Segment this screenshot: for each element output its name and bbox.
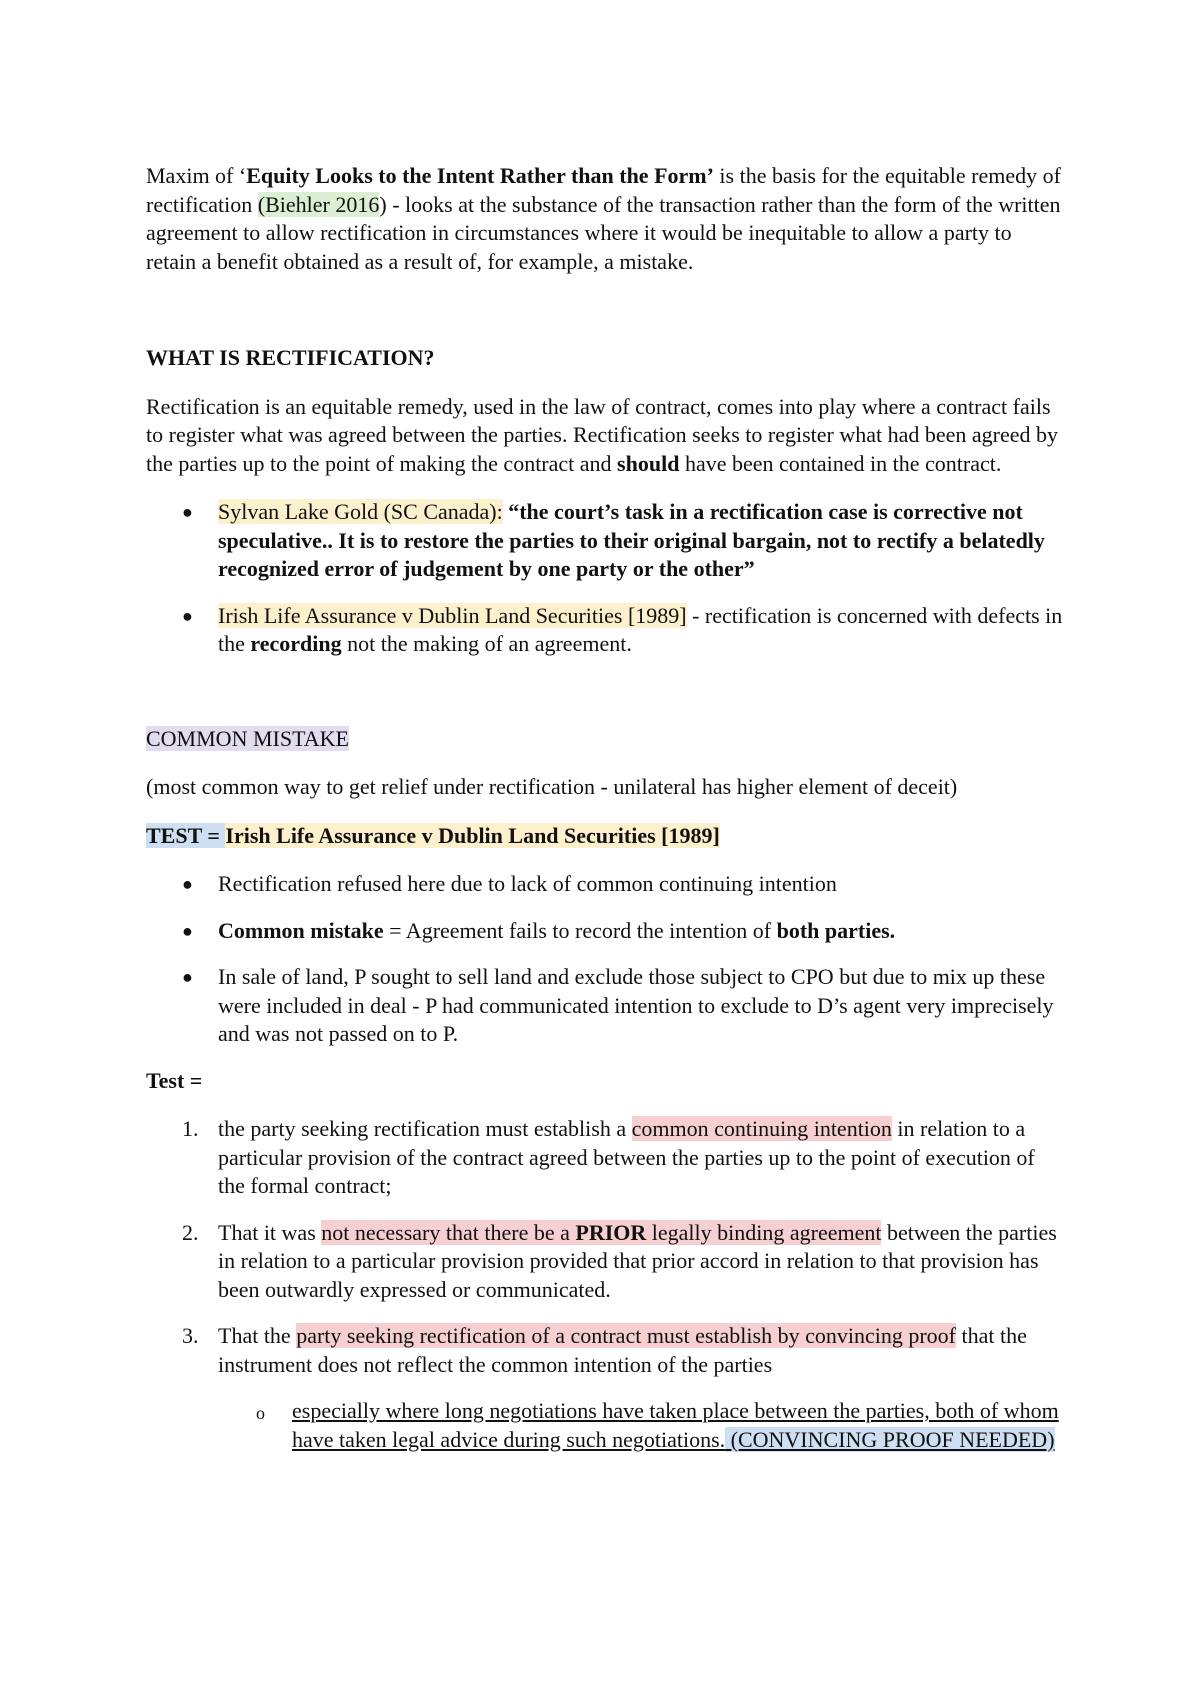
bullet2-post: not the making of an agreement. xyxy=(341,631,632,656)
bullet-icon: ● xyxy=(182,502,193,522)
intro-pre: Maxim of ‘ xyxy=(146,163,247,188)
list-item xyxy=(146,963,1066,1049)
item-pre: the party seeking rectification must establish a xyxy=(218,1116,632,1141)
bullet-text: In sale of land, P sought to sell land and exclude those subject to CPO but due to mix up these were included in deal - P had communicated intention to exclude to D’s agent very imprecisely and was not passed on to P. xyxy=(218,964,1054,1046)
item-highlight xyxy=(321,1220,881,1245)
test-label: TEST = xyxy=(146,822,226,848)
item-highlight: party seeking rectification of a contract must establish by convincing proof xyxy=(296,1323,956,1348)
common-mistake-bullets xyxy=(146,870,1066,1049)
highlight-part-b: legally binding agreement xyxy=(646,1219,882,1245)
citation-biehler: (Biehler 2016 xyxy=(257,191,380,217)
sub-list xyxy=(146,1397,1066,1454)
list-item xyxy=(146,498,1066,584)
item-highlight: common continuing intention xyxy=(631,1116,892,1141)
para-bold: should xyxy=(617,450,680,476)
bullet2-bold: recording xyxy=(250,631,342,656)
sub-item-text: especially where long negotiations have taken place between the parties, both of whom have taken legal advice during such negotiations. xyxy=(292,1398,1059,1452)
intro-post: ) - looks at the substance of the transaction rather than the form of the written agreement to allow rectification in circumstances where it would be inequitable to allow a party to retain a benefit obtained as a result of, for example, a mistake. xyxy=(146,191,1061,274)
number-marker: 2. xyxy=(182,1219,199,1245)
bullet2-pre: - rectification is concerned with defects in the xyxy=(218,602,1063,656)
sub-item-highlight: (CONVINCING PROOF NEEDED) xyxy=(725,1426,1055,1452)
bullet-icon: ● xyxy=(182,874,193,894)
common-mistake-note: (most common way to get relief under rectification - unilateral has higher element of deceit) xyxy=(146,774,958,799)
heading-text: COMMON MISTAKE xyxy=(146,725,349,751)
section-heading-common-mistake xyxy=(146,725,1066,754)
bullet-bold: Common mistake xyxy=(218,917,384,943)
test-heading xyxy=(146,1067,1066,1096)
para-post: have been contained in the contract. xyxy=(679,450,1002,476)
heading-text: WHAT IS RECTIFICATION? xyxy=(146,345,435,370)
item-post: that the instrument does not reflect the common intention of the parties xyxy=(218,1323,1027,1377)
list-item xyxy=(146,602,1066,659)
section-heading-rectification xyxy=(146,344,1066,373)
test-line xyxy=(146,822,1066,851)
list-item xyxy=(146,917,1066,946)
highlight-part-a: not necessary that there be a xyxy=(321,1219,576,1245)
maxim-name: Equity Looks to the Intent Rather than the Form’ xyxy=(246,163,714,188)
list-item xyxy=(146,1219,1066,1305)
intro-paragraph xyxy=(146,162,1066,276)
item-post: between the parties in relation to a particular provision provided that prior accord in relation to that provision has been outwardly expressed or communicated. xyxy=(218,1219,1057,1302)
number-marker: 3. xyxy=(182,1323,199,1348)
bullet-icon: ● xyxy=(182,605,193,626)
bullet-icon: ● xyxy=(182,967,193,987)
list-item xyxy=(146,1115,1066,1201)
para-pre: Rectification is an equitable remedy, used in the law of contract, comes into play where a contract fails to register what was agreed between the parties. Rectification seeks to register what had been agreed by the parties up to the point of making the contract and xyxy=(146,393,1059,476)
test-numbered-list xyxy=(146,1115,1066,1379)
bullet-text: Rectification refused here due to lack of common continuing intention xyxy=(218,871,837,896)
list-item xyxy=(146,870,1066,899)
item-post: in relation to a particular provision of the contract agreed between the parties up to the point of execution of the formal contract; xyxy=(218,1116,1035,1198)
item-pre: That it was xyxy=(218,1219,322,1245)
case-sylvan-lake: Sylvan Lake Gold (SC Canada): xyxy=(218,499,503,524)
test-case: Irish Life Assurance v Dublin Land Securities [1989] xyxy=(225,822,720,848)
bullet-bold-2: both parties. xyxy=(776,917,896,943)
rectification-bullets xyxy=(146,498,1066,659)
item-pre: That the xyxy=(218,1323,297,1348)
case-irish-life: Irish Life Assurance v Dublin Land Securities [1989] xyxy=(218,602,687,628)
rectification-paragraph xyxy=(146,393,1066,479)
document-page xyxy=(146,162,1066,1454)
test-heading-text: Test = xyxy=(146,1067,203,1093)
bullet-mid: = Agreement fails to record the intention of xyxy=(383,917,777,943)
bullet-icon: ● xyxy=(182,920,193,941)
list-item xyxy=(146,1397,1066,1454)
number-marker: 1. xyxy=(182,1116,199,1141)
intro-mid: is the basis for the equitable remedy of rectification xyxy=(146,163,1061,217)
highlight-bold: PRIOR xyxy=(575,1219,647,1245)
quote-sylvan-lake: “the court’s task in a rectification case is corrective not speculative.. It is to restore the parties to their original bargain, not to rectify a belatedly recognized error of judgement by one party or the other” xyxy=(218,499,1045,581)
list-item xyxy=(146,1322,1066,1379)
hollow-bullet-icon: o xyxy=(256,1403,265,1423)
